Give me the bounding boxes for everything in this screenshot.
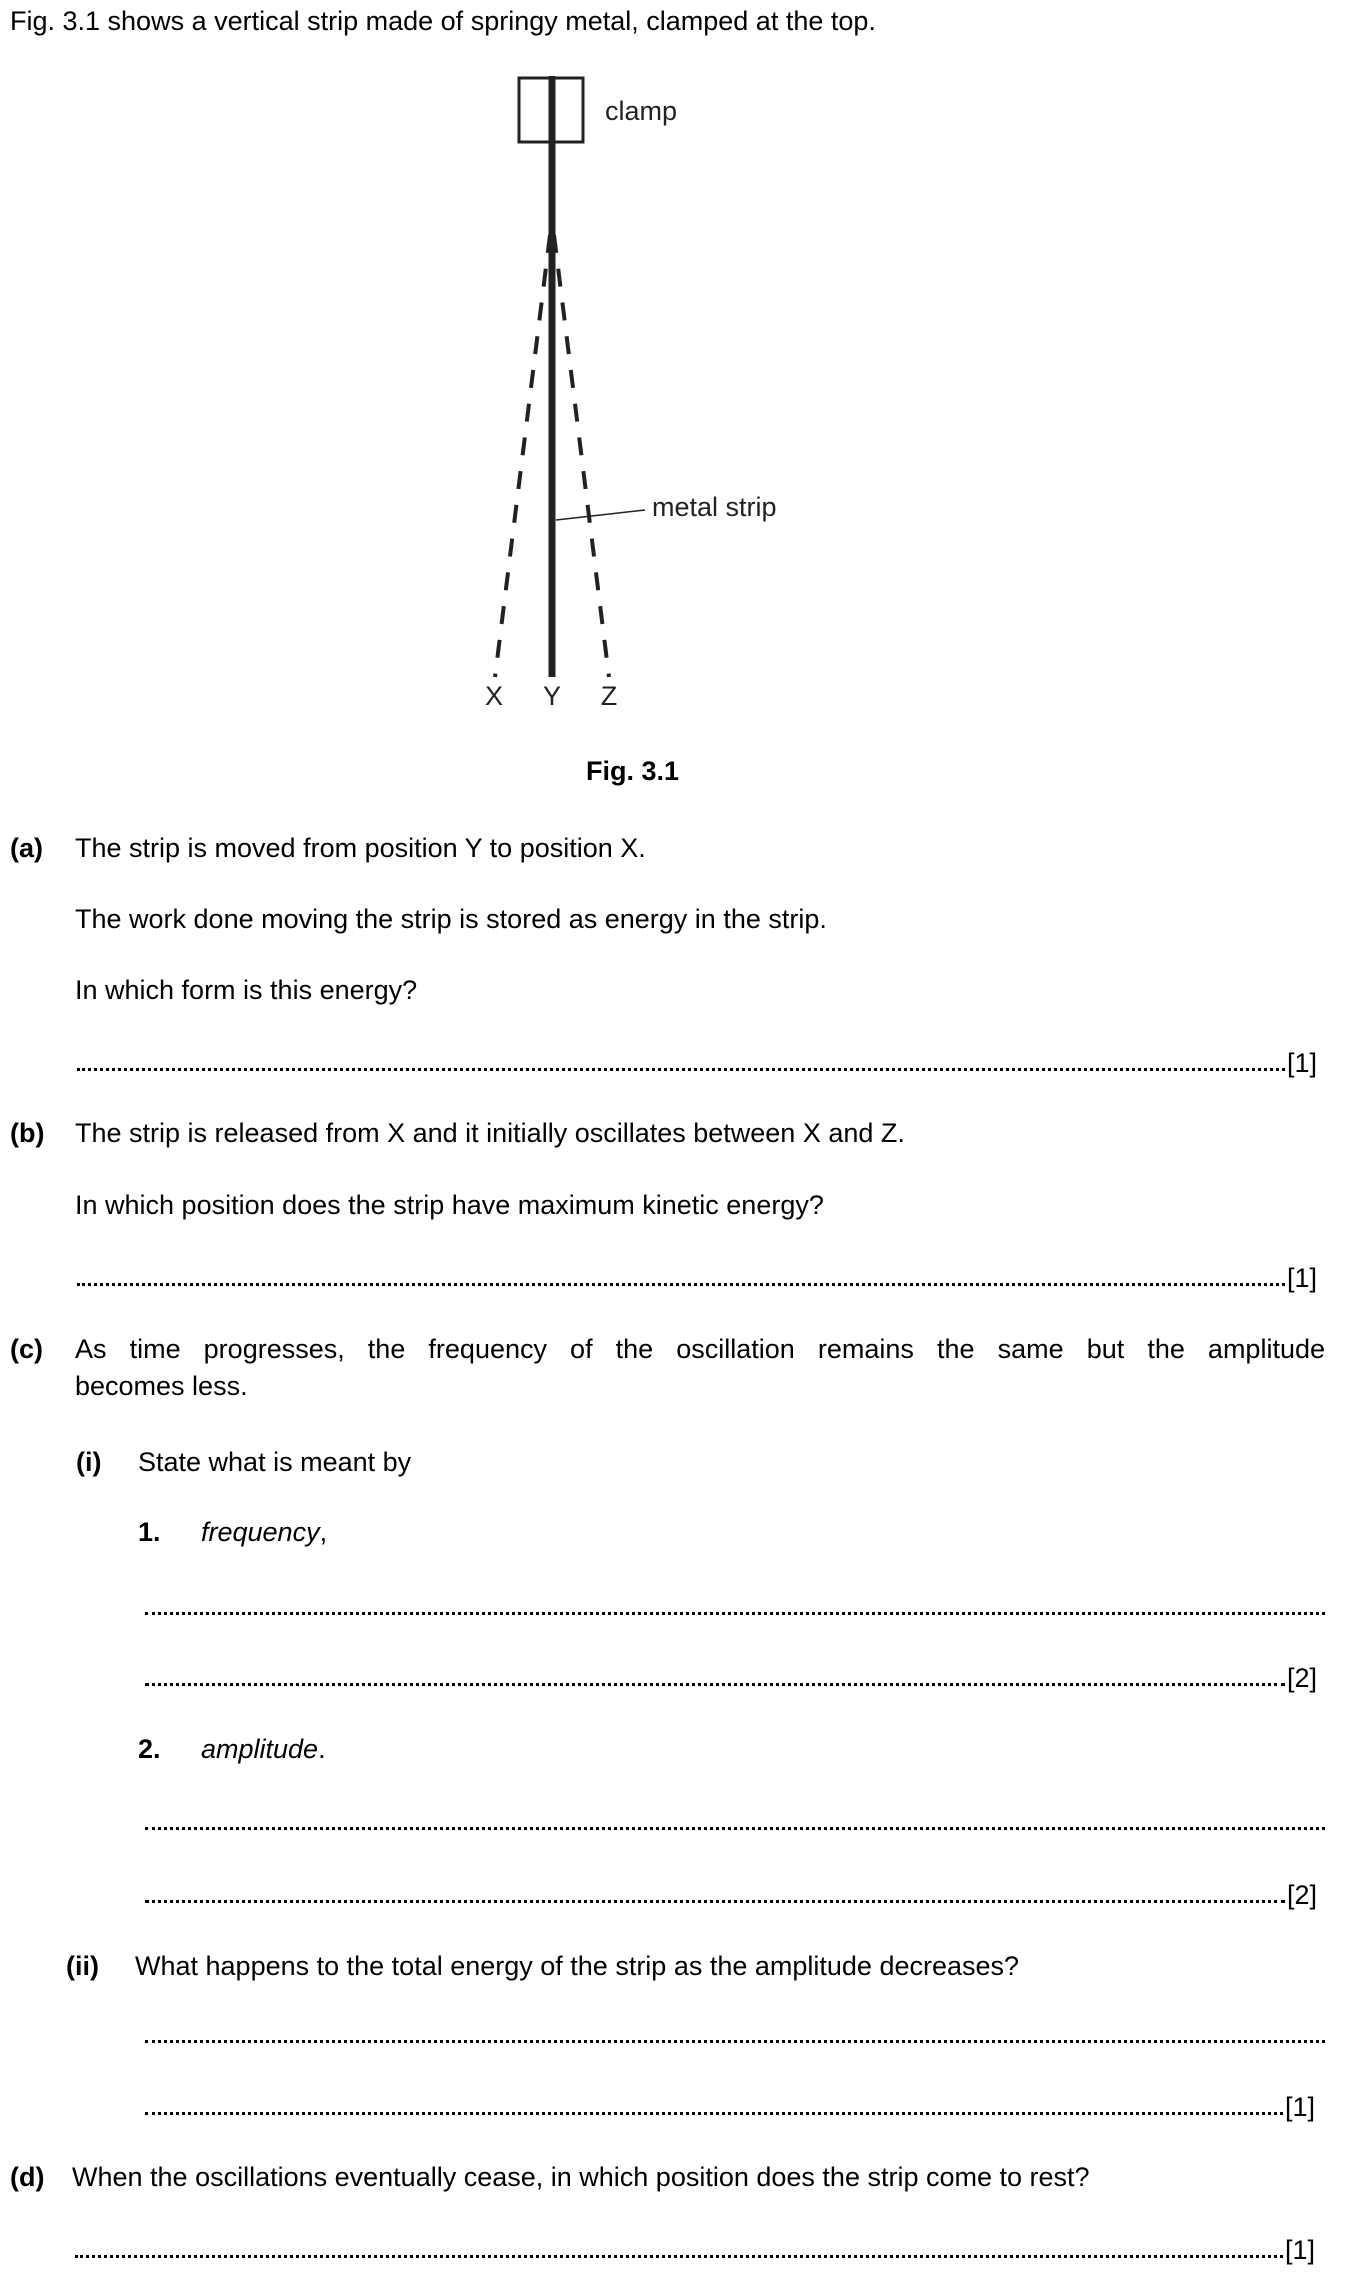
answer-line-b[interactable] — [77, 1283, 1285, 1286]
answer-line-c-ii-b[interactable] — [145, 2112, 1283, 2115]
item-1-term — [201, 1519, 327, 1546]
metal-strip-leader — [556, 510, 645, 520]
marks-c-i-1: [2] — [1287, 1663, 1318, 1693]
question-b-line-1: The strip is released from X and it initially oscillates between X and Z. — [75, 1118, 905, 1148]
question-c-i-label: (i) — [76, 1447, 102, 1477]
item-1-number: 1. — [138, 1517, 161, 1547]
marks-b: [1] — [1287, 1263, 1318, 1293]
answer-line-c-ii-a[interactable] — [145, 2040, 1325, 2043]
item-2-term-word: amplitude — [201, 1734, 319, 1764]
answer-line-c-i-2a[interactable] — [145, 1827, 1325, 1830]
question-d-label: (d) — [10, 2162, 45, 2192]
position-z-label: Z — [600, 681, 618, 711]
item-1-term-word: frequency — [201, 1517, 320, 1547]
answer-line-c-i-2b[interactable] — [145, 1900, 1285, 1903]
item-2-term — [201, 1736, 326, 1763]
intro-text: Fig. 3.1 shows a vertical strip made of springy metal, clamped at the top. — [10, 6, 876, 36]
question-c-line-2: becomes less. — [75, 1371, 248, 1401]
question-a-line-1: The strip is moved from position Y to position X. — [75, 833, 646, 863]
question-c-ii-label: (ii) — [66, 1951, 99, 1981]
item-1-punct: , — [319, 1517, 328, 1547]
position-x-dashed — [495, 235, 550, 677]
answer-line-c-i-1b[interactable] — [145, 1683, 1285, 1686]
item-2-punct: . — [318, 1734, 326, 1764]
question-a-line-2: The work done moving the strip is stored as energy in the strip. — [75, 904, 827, 934]
metal-strip-label: metal strip — [652, 492, 777, 522]
marks-c-i-2: [2] — [1287, 1880, 1318, 1910]
answer-line-d[interactable] — [75, 2255, 1283, 2258]
question-a-line-3: In which form is this energy? — [75, 975, 418, 1005]
position-z-dashed — [554, 235, 609, 677]
question-b-line-2: In which position does the strip have maximum kinetic energy? — [75, 1190, 824, 1220]
question-c-label: (c) — [10, 1334, 43, 1364]
item-2-number: 2. — [138, 1734, 161, 1764]
answer-line-c-i-1a[interactable] — [145, 1612, 1325, 1615]
marks-a: [1] — [1287, 1048, 1318, 1078]
position-y-label: Y — [542, 681, 562, 711]
figure-3-1 — [0, 0, 1349, 740]
marks-d: [1] — [1285, 2235, 1316, 2265]
clamp-label: clamp — [605, 96, 678, 126]
question-d-text: When the oscillations eventually cease, in which position does the strip come to rest? — [72, 2162, 1090, 2192]
question-c-ii-text: What happens to the total energy of the strip as the amplitude decreases? — [135, 1951, 1020, 1981]
marks-c-ii: [1] — [1285, 2092, 1316, 2122]
question-a-label: (a) — [10, 833, 43, 863]
question-c-i-text: State what is meant by — [138, 1447, 412, 1477]
position-x-label: X — [484, 681, 504, 711]
figure-caption: Fig. 3.1 — [586, 756, 680, 786]
answer-line-a[interactable] — [77, 1068, 1285, 1071]
question-b-label: (b) — [10, 1118, 45, 1148]
question-c-line-1: As time progresses, the frequency of the oscillation remains the same but the amplitude — [75, 1334, 1325, 1364]
